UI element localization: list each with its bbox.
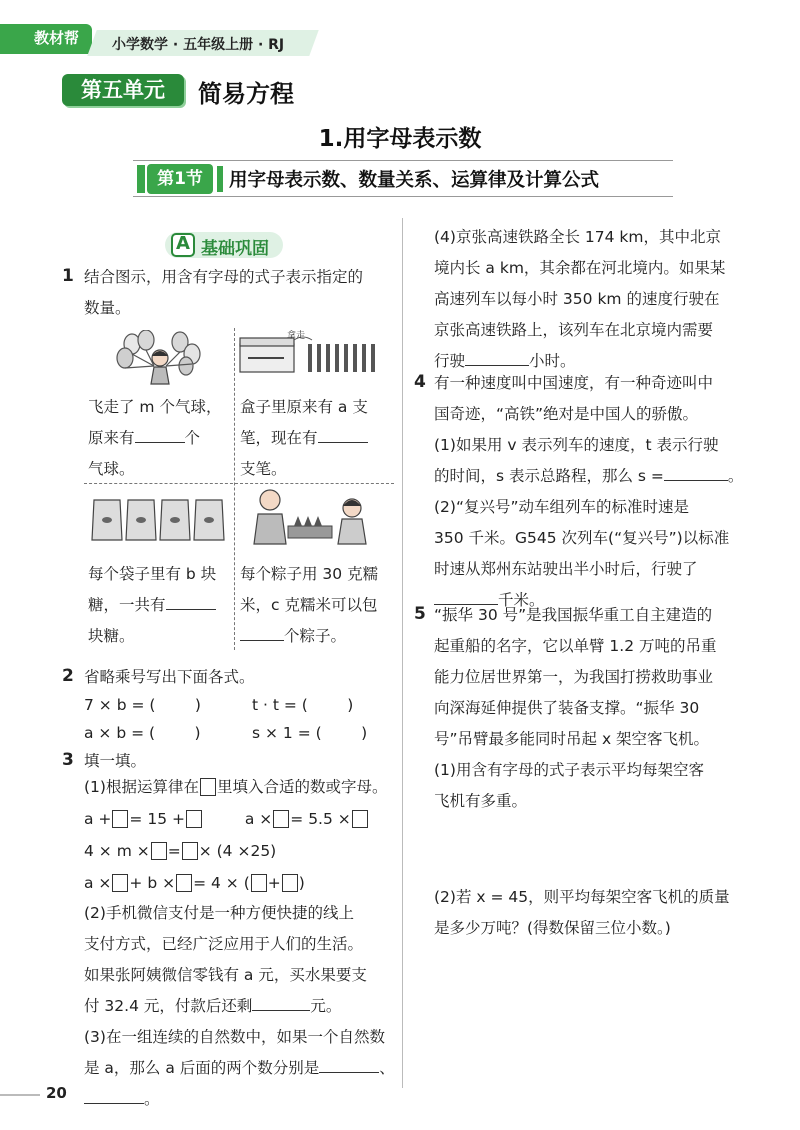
q3-part-3-blank-2[interactable] [84,1085,144,1104]
header-tag: 教材帮 [34,29,80,47]
answer-box[interactable] [352,810,368,828]
unit-badge: 第五单元 [62,74,184,106]
header-series: 小学数学 · 五年级上册 · RJ [112,37,285,53]
footer-mark [0,1094,40,1096]
q3-row-1: a + = 15 + a × = 5.5 × [84,804,384,835]
q3-row-3: a × + b × = 4 × ( + ) [84,874,305,892]
q3-part-4-blank[interactable] [465,347,529,366]
column-divider [402,218,403,1088]
answer-box[interactable] [151,842,167,860]
section-badge: 第1节 [147,164,213,194]
q1-number: 1 [62,266,74,286]
q3-part-2: (2)手机微信支付是一种方便快捷的线上 支付方式，已经广泛应用于人们的生活。 如果张阿姨微信零钱有 a 元，买水果要支 付 32.4 元，付款后还剩 元。 [84,904,367,1015]
answer-box[interactable] [182,842,198,860]
page-number: 20 [46,1084,67,1102]
q1-cell-3: 每个袋子里有 b 块 糖，一共有 块糖。 [88,565,217,645]
q1-cell-4-blank[interactable] [240,622,284,641]
pencil-box-label: 拿走 [287,331,306,341]
q3-part-3: (3)在一组连续的自然数中，如果一个自然数 是 a，那么 a 后面的两个数分别是 、 。 [84,1028,395,1108]
q1-cell-2: 盒子里原来有 a 支 笔，现在有 支笔。 [240,398,368,478]
q4-part-1-blank[interactable] [664,462,728,481]
q2-expr-2: t · t = ( ) [252,696,354,714]
q5-answer-space-2[interactable] [434,950,754,1070]
candy-bags-illustration [90,494,230,544]
q3-part-1-intro: (1)根据运算律在 里填入合适的数或字母。 [84,778,388,796]
answer-box [200,778,216,796]
q2-expr-3: a × b = ( ) [84,724,201,742]
q5-body: “振华 30 号”是我国振华重工自主建造的 起重船的名字，它以单臂 1.2 万吨的吊重 能力位居世界第一，为我国打捞救助事业 向深海延伸提供了装备支撑。“振华 30 号”吊臂最多能同时吊起 x 架空客飞机。 (1)用含有字母的式子表示平均每架空客 飞机有多重。 [434,606,717,810]
q3-row-2: 4 × m × = × (4 ×25) [84,842,277,860]
q1-cell-1-blank[interactable] [135,424,185,443]
lesson-title: 1.用字母表示数 [318,126,482,152]
q3-part-3-blank-1[interactable] [319,1054,379,1073]
q4-number: 4 [414,372,426,392]
answer-box[interactable] [186,810,202,828]
q1-cell-3-blank[interactable] [166,591,216,610]
answer-box[interactable] [273,810,289,828]
answer-box[interactable] [282,874,298,892]
answer-box[interactable] [176,874,192,892]
q1-cell-1: 飞走了 m 个气球， 原来有 个 气球。 [88,398,222,478]
q3-part-2-blank[interactable] [252,992,310,1011]
part-a-label: A 基础巩固 [165,232,283,260]
q3-number: 3 [62,750,74,770]
header-bar [0,22,320,60]
q1-stem: 结合图示，用含有字母的式子表示指定的 数量。 [84,268,364,317]
answer-box[interactable] [251,874,267,892]
balloons-girl-illustration [110,330,210,388]
q2-expr-4: s × 1 = ( ) [252,724,368,742]
answer-box[interactable] [112,874,128,892]
q2-expr-1: 7 × b = ( ) [84,696,201,714]
pencil-box-illustration [238,330,388,378]
section-title: 用字母表示数、数量关系、运算律及计算公式 [229,170,600,191]
q5-answer-space-1[interactable] [434,800,754,870]
q5-part-2: (2)若 x = 45，则平均每架空客飞机的质量 是多少万吨？(得数保留三位小数。) [434,888,730,937]
q4-body: 有一种速度叫中国速度，有一种奇迹叫中 国奇迹，“高铁”绝对是中国人的骄傲。 (1)如果用 v 表示列车的速度，t 表示行驶 的时间，s 表示总路程，那么 s = 。 (2)“复兴号”动车组列车的标准时速是 350 千米。G545 次列车(“复兴号”)以标准 时速从郑州东站驶出半小时后，行驶了 千米。 [434,374,744,609]
q3-part-4: (4)京张高速铁路全长 174 km，其中北京 境内长 a km，其余都在河北境内。如果某 高速列车以每小时 350 km 的速度行驶在 京张高速铁路上，该列车在北京境内需要 行驶 小时。 [434,228,726,370]
answer-box[interactable] [112,810,128,828]
q3-stem: 填一填。 [84,752,147,770]
q2-stem: 省略乘号写出下面各式。 [84,668,255,686]
unit-title: 简易方程 [198,80,294,108]
section-header [133,162,673,196]
zongzi-illustration [248,486,378,548]
q2-number: 2 [62,666,74,686]
q1-cell-4: 每个粽子用 30 克糯 米，c 克糯米可以包 个粽子。 [240,565,379,645]
q5-number: 5 [414,604,426,624]
q1-cell-2-blank[interactable] [318,424,368,443]
